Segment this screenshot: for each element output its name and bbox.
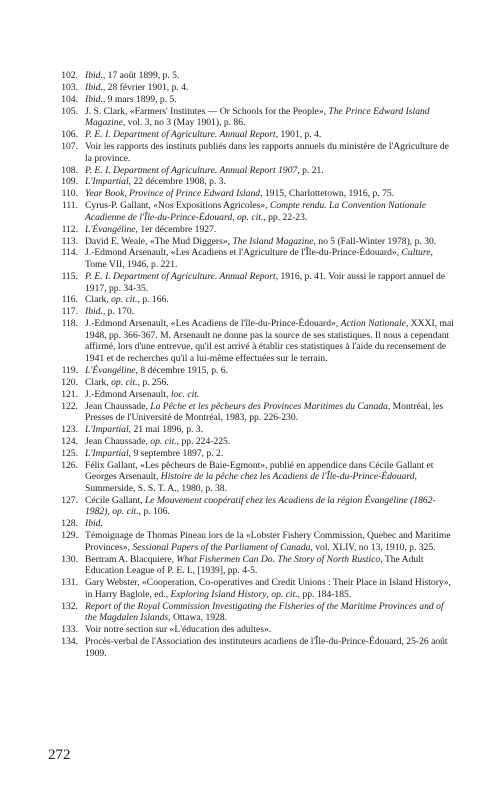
- endnote-number: 111.: [61, 200, 78, 212]
- endnote: [48, 436, 456, 448]
- endnote: [48, 200, 456, 223]
- italic-title: Le Mouvement coopératif chez les Acadiens de la région Évangéline (1862-1982): [85, 494, 436, 518]
- endnote: [48, 577, 456, 600]
- text-run: , Ottawa, 1928.: [168, 612, 228, 624]
- text-run: ,: [107, 506, 113, 518]
- italic-title: Ibid.: [85, 518, 103, 530]
- endnote-number: 133.: [61, 624, 78, 636]
- endnote: [48, 106, 456, 129]
- endnote-number: 108.: [61, 164, 78, 176]
- text-run: Procès-verbal de l'Association des instituteurs acadiens de l'Île-du-Prince-Édouard, 25-26 août 1909.: [85, 636, 448, 659]
- endnote: [48, 636, 456, 659]
- endnote: [48, 294, 456, 306]
- endnote: [48, 365, 456, 377]
- text-run: , XXXI, mai 1948, pp. 366-367. M. Arsenault ne donne pas la source de ses statistiques. Il nous a cependant affirmé, lors d'une entrevue, qu'il est arrivé à établir ces statistiques à l'aide du recensement de 1941 et de recherches qu'il a lui-même effectuées sur le terrain.: [85, 318, 454, 364]
- endnote-text: [85, 165, 456, 177]
- endnote: [48, 70, 456, 82]
- italic-title: The Island Magazine: [232, 235, 314, 247]
- endnote-number: 105.: [61, 105, 78, 117]
- endnote-text: [85, 424, 456, 436]
- italic-title: op. cit.: [112, 506, 139, 518]
- italic-title: Exploring Island History: [170, 588, 267, 600]
- text-run: , 17 août 1899, p. 5.: [102, 70, 180, 81]
- italic-title: Ibid.: [85, 93, 103, 105]
- italic-title: Action Nationale: [340, 318, 406, 330]
- endnote-text: [85, 306, 456, 318]
- italic-title: Ibid.: [85, 81, 103, 93]
- endnote-text: [85, 224, 456, 236]
- italic-title: op. cit.: [150, 435, 177, 447]
- text-run: , pp. 184-185.: [297, 588, 352, 600]
- endnote: [48, 554, 456, 577]
- text-run: , 28 février 1901, p. 4.: [102, 81, 189, 93]
- endnote: [48, 306, 456, 318]
- page-number: 272: [48, 747, 71, 763]
- endnote-text: [85, 495, 456, 518]
- endnote: [48, 389, 456, 401]
- endnote-number: 127.: [61, 494, 78, 506]
- endnote-text: [85, 176, 456, 188]
- italic-title: Report of the Royal Commission Investigating the Fisheries of the Maritime Provinces and of the Magdalen Islands: [85, 600, 444, 624]
- endnote: [48, 271, 456, 294]
- endnote-text: [85, 518, 456, 530]
- endnote-text: [85, 530, 456, 553]
- italic-title: Compte rendu. La Convention Nationale Acadienne de l'Île-du-Prince-Édouard, op. cit.: [85, 200, 427, 223]
- text-run: Jean Chaussade,: [85, 435, 151, 447]
- text-run: Clark,: [85, 294, 112, 306]
- italic-title: P. E. I. Department of Agriculture. Annual Report 1907: [85, 164, 298, 176]
- endnote-text: [85, 106, 456, 129]
- endnote-number: 114.: [61, 247, 78, 259]
- endnote-text: [85, 94, 456, 106]
- endnote-text: [85, 577, 456, 600]
- endnote-number: 109.: [61, 176, 78, 188]
- italic-title: Ibid.: [85, 306, 103, 318]
- italic-title: op. cit.: [111, 376, 138, 388]
- endnote: [48, 176, 456, 188]
- endnote: [48, 601, 456, 624]
- text-run: J. S. Clark, «Farmers' Institutes — Or Schools for the People»,: [85, 105, 329, 117]
- endnote: [48, 141, 456, 164]
- text-run: , Summerside, S. S. T. A., 1980, p. 38.: [85, 471, 417, 494]
- endnote-number: 130.: [61, 553, 78, 565]
- endnote-number: 116.: [61, 294, 78, 306]
- endnote-number: 124.: [61, 435, 78, 447]
- text-run: David E. Weale, «The Mud Diggers»,: [85, 235, 233, 247]
- endnote-number: 123.: [61, 424, 78, 436]
- endnote-text: [85, 318, 456, 364]
- endnote: [48, 518, 456, 530]
- text-run: , pp. 224-225.: [176, 435, 231, 447]
- text-run: , Montréal, les Presses de l'Université de Montréal, 1983, pp. 226-230.: [85, 400, 444, 424]
- endnote-text: [85, 601, 456, 624]
- endnote-number: 119.: [61, 364, 78, 376]
- endnote: [48, 129, 456, 141]
- text-run: Cyrus-P. Gallant, «Nos Expositions Agricoles»,: [85, 200, 270, 212]
- endnote-text: [85, 294, 456, 306]
- italic-title: L'Impartial: [85, 447, 129, 459]
- text-run: , 9 mars 1899, p. 5.: [102, 93, 177, 105]
- endnote-text: [85, 70, 456, 82]
- text-run: J.-Edmond Arsenault, «Les Acadiens de l'île-du-Prince-Édouard»,: [85, 318, 341, 330]
- endnote: [48, 401, 456, 424]
- text-run: Voir les rapports des instituts publiés dans les rapports annuels du ministère de l'Agriculture de la province.: [85, 141, 449, 164]
- text-run: , p. 166.: [137, 294, 169, 306]
- text-run: , 8 décembre 1915, p. 6.: [135, 364, 228, 376]
- text-run: , pp. 22-23.: [263, 211, 308, 223]
- text-run: , 9 septembre 1897, p. 2.: [128, 447, 224, 459]
- text-run: , 1916, p. 41. Voir aussi le rapport annuel de 1917, pp. 34-35.: [85, 270, 446, 294]
- text-run: , Tome VII, 1946, p. 221.: [85, 247, 433, 271]
- endnote-number: 118.: [61, 318, 78, 330]
- text-run: Bertram A. Blacquiere,: [85, 553, 177, 565]
- endnotes-list: [48, 70, 456, 659]
- text-run: , 1901, p. 4.: [275, 129, 322, 141]
- endnote-text: [85, 236, 456, 248]
- endnote: [48, 247, 456, 270]
- endnote-text: [85, 188, 456, 200]
- endnote-number: 122.: [61, 400, 78, 412]
- text-run: , 1er décembre 1927.: [135, 223, 217, 235]
- endnote-text: [85, 401, 456, 424]
- endnote-number: 132.: [61, 600, 78, 612]
- endnote-text: [85, 636, 456, 659]
- endnote: [48, 224, 456, 236]
- italic-title: P. E. I. Department of Agriculture. Annual Report: [85, 129, 276, 141]
- endnote-text: [85, 365, 456, 377]
- endnote: [48, 236, 456, 248]
- endnote-number: 110.: [61, 188, 78, 200]
- endnote-number: 103.: [61, 81, 78, 93]
- endnote-number: 112.: [61, 223, 78, 235]
- text-run: , vol. 3, no 3 (May 1901), p. 86.: [122, 117, 246, 129]
- endnote-text: [85, 271, 456, 294]
- italic-title: L'Évangéline: [85, 364, 136, 376]
- endnote-number: 128.: [61, 518, 78, 530]
- endnote-number: 104.: [61, 93, 78, 105]
- endnote: [48, 495, 456, 518]
- endnote-text: [85, 247, 456, 270]
- endnote: [48, 460, 456, 495]
- endnote-text: [85, 141, 456, 164]
- italic-title: L'Impartial: [85, 424, 129, 436]
- endnote-text: [85, 624, 456, 636]
- endnote-number: 129.: [61, 530, 78, 542]
- endnote-number: 106.: [61, 129, 78, 141]
- italic-title: P. E. I. Department of Agriculture. Annual Report: [85, 270, 276, 282]
- text-run: Jean Chaussade,: [85, 400, 151, 412]
- italic-title: Year Book, Province of Prince Edward Island: [85, 188, 261, 200]
- italic-title: Sessional Papers of the Parliament of Canada: [132, 541, 311, 553]
- endnote-text: [85, 129, 456, 141]
- endnote-text: [85, 377, 456, 389]
- italic-title: What Fishermen Can Do. The Story of North Rustico: [176, 553, 381, 565]
- text-run: , 21 mai 1896, p. 3.: [128, 424, 203, 436]
- endnote: [48, 82, 456, 94]
- endnote-text: [85, 200, 456, 223]
- italic-title: Ibid.: [85, 70, 103, 81]
- endnote-number: 121.: [61, 388, 78, 400]
- endnote-number: 120.: [61, 376, 78, 388]
- endnote: [48, 624, 456, 636]
- italic-title: L'Évangéline: [85, 223, 136, 235]
- endnote: [48, 424, 456, 436]
- endnote-number: 117.: [61, 306, 78, 318]
- text-run: , 22 décembre 1908, p. 3.: [128, 176, 226, 188]
- endnote: [48, 165, 456, 177]
- endnote: [48, 94, 456, 106]
- endnote: [48, 530, 456, 553]
- text-run: Gary Webster, «Cooperation, Co-operatives and Credit Unions : Their Place in Island History», in Harry Baglole, ed.,: [85, 577, 451, 600]
- endnote-number: 131.: [61, 577, 78, 589]
- text-run: , p. 256.: [137, 376, 169, 388]
- text-run: J.-Edmond Arsenault,: [85, 388, 171, 400]
- endnote-number: 125.: [61, 447, 78, 459]
- text-run: Témoignage de Thomas Pineau lors de la «Lobster Fishery Commission, Quebec and Maritime Provinces»,: [85, 530, 451, 553]
- italic-title: The Prince Edward Island Magazine: [85, 105, 430, 129]
- endnote-text: [85, 82, 456, 94]
- endnote-text: [85, 448, 456, 460]
- endnote-number: 126.: [61, 459, 78, 471]
- text-run: Voir notre section sur «L'éducation des adultes».: [85, 624, 272, 636]
- italic-title: L'Impartial: [85, 176, 129, 188]
- text-run: Félix Gallant, «Les pêcheurs de Baie-Egmont», publié en appendice dans Cécile Gallant et Georges Arsenault,: [85, 459, 434, 483]
- endnote-number: 134.: [61, 636, 78, 647]
- italic-title: op. cit.: [271, 588, 298, 600]
- italic-title: La Pêche et les pêcheurs des Provinces Maritimes du Canada: [150, 400, 388, 412]
- italic-title: Culture: [401, 247, 431, 259]
- text-run: ,: [266, 588, 272, 600]
- endnote-number: 115.: [61, 270, 78, 282]
- text-run: Clark,: [85, 376, 112, 388]
- endnote: [48, 188, 456, 200]
- endnote-number: 102.: [61, 70, 78, 81]
- endnote: [48, 377, 456, 389]
- endnote-number: 107.: [61, 141, 78, 153]
- text-run: , 1915, Charlottetown, 1916, p. 75.: [260, 188, 395, 200]
- text-run: , vol. XLIV, no 13, 1910, p. 325.: [310, 541, 436, 553]
- endnote-number: 113.: [61, 235, 78, 247]
- endnote: [48, 318, 456, 364]
- endnote-text: [85, 554, 456, 577]
- endnote-text: [85, 389, 456, 401]
- text-run: , no 5 (Fall-Winter 1978), p. 30.: [313, 235, 437, 247]
- italic-title: loc. cit.: [170, 388, 200, 400]
- text-run: , The Adult Education League of P. E. I., [1939], pp. 4-5.: [85, 553, 424, 577]
- text-run: , p. 170.: [102, 306, 135, 318]
- endnote: [48, 448, 456, 460]
- endnote-text: [85, 460, 456, 495]
- italic-title: Histoire de la pêche chez les Acadiens de l'Île-du-Prince-Édouard: [160, 471, 415, 483]
- italic-title: op. cit.: [111, 294, 138, 306]
- text-run: , p. 21.: [297, 164, 324, 176]
- text-run: Cécile Gallant,: [85, 494, 145, 506]
- text-run: , p. 106.: [138, 506, 170, 518]
- text-run: J.-Edmond Arsenault, «Les Acadiens et l'Agriculture de l'Île-du-Prince-Édouard»,: [85, 247, 402, 259]
- endnote-text: [85, 436, 456, 448]
